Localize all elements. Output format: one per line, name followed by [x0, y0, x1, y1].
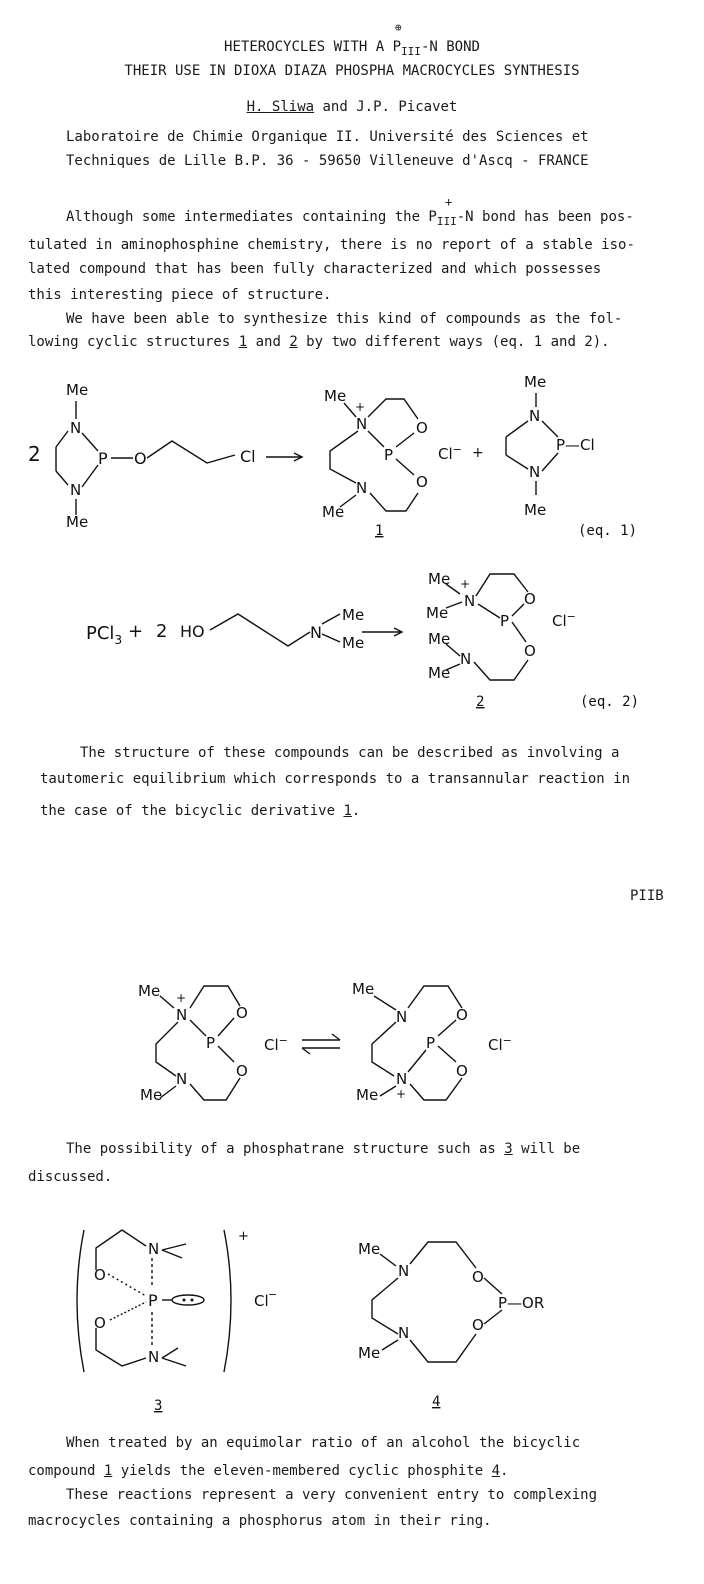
- coefficient-2b: 2: [156, 621, 168, 642]
- p1-line2: tulated in aminophosphine chemistry, there is no report of a stable iso-: [28, 237, 635, 253]
- p1-line4: this interesting piece of structure.: [28, 287, 332, 303]
- n-top-label: N: [70, 419, 82, 437]
- chloride-anion-text-2: Cl: [552, 612, 567, 630]
- title-charge-symbol: ⊕: [395, 21, 402, 34]
- p5-line1: When treated by an equimolar ratio of an alcohol the bicyclic: [66, 1435, 581, 1451]
- me-label: Me: [324, 387, 347, 405]
- chloride-right: [488, 1034, 512, 1054]
- o-right-upper: O: [456, 1006, 468, 1024]
- o-left-upper: O: [236, 1004, 248, 1022]
- p1-line3: lated compound that has been fully characterized and which possesses: [28, 261, 602, 277]
- me-a-label: Me: [428, 570, 451, 588]
- me-right-bottom: Me: [356, 1086, 379, 1104]
- title-line1-prefix: HETEROCYCLES WITH A P: [224, 39, 402, 55]
- n-right-upper: N: [396, 1008, 408, 1026]
- compound-ref-1: 1: [238, 334, 248, 350]
- me-c-label: Me: [428, 630, 451, 648]
- p5-line2: [28, 1462, 508, 1480]
- me-upper-label: Me: [342, 606, 365, 624]
- p6-line1: These reactions represent a very convenient entry to complexing: [66, 1487, 598, 1503]
- chloride-anion-text: Cl: [438, 445, 453, 463]
- n-top-3: N: [148, 1240, 160, 1258]
- chloride-right-minus: −: [502, 1034, 512, 1047]
- p5-line2-c: .: [500, 1463, 509, 1479]
- n-bottom-3: N: [148, 1348, 160, 1366]
- p-label-2: P: [500, 612, 510, 630]
- n-left-lower: N: [176, 1070, 188, 1088]
- o-lower-label: O: [416, 473, 428, 491]
- n-bottom-label: N: [70, 481, 82, 499]
- phosphorus-label: P: [98, 449, 108, 468]
- n-bottom-label-2: N: [529, 463, 541, 481]
- o-lower-4: O: [472, 1316, 484, 1334]
- compound-ref-1c: 1: [103, 1463, 113, 1479]
- pcl3-subscript: 3: [114, 633, 123, 647]
- o-upper-label: O: [416, 419, 428, 437]
- p2-line2: [28, 333, 610, 351]
- compound-ref-2: 2: [289, 334, 298, 350]
- compound-2-label: 2: [476, 694, 485, 710]
- tautomeric-equilibrium-scheme: [0, 968, 704, 1118]
- me-right-top: Me: [352, 980, 375, 998]
- n-lower-label: N: [356, 479, 368, 497]
- plus-right: +: [396, 1087, 407, 1101]
- p1-line1-subscript: III: [436, 214, 457, 228]
- plus-sign: +: [472, 445, 484, 461]
- o-lower-3: O: [94, 1314, 106, 1332]
- equation-2-scheme: [0, 560, 704, 720]
- me-b-label: Me: [426, 604, 449, 622]
- p3-line3-b: .: [351, 803, 361, 819]
- paper-title-line1: [0, 38, 704, 61]
- p-or-4: P—OR: [498, 1294, 545, 1312]
- o-lower-label-2: O: [524, 642, 536, 660]
- compound-4-label: 4: [432, 1394, 441, 1410]
- compound-ref-3: 3: [504, 1141, 513, 1157]
- me-left-top: Me: [138, 982, 161, 1000]
- me-d-label: Me: [428, 664, 451, 682]
- p-3: P: [148, 1291, 158, 1310]
- compound-ref-4: 4: [491, 1463, 501, 1479]
- p1-line1-prefix: Although some intermediates containing the P: [66, 209, 437, 225]
- p5-line2-a: compound: [28, 1463, 104, 1479]
- p2-line1: We have been able to synthesize this kind of compounds as the fol-: [66, 311, 623, 327]
- me-top-label-2: Me: [524, 373, 547, 391]
- compound-3-label: 3: [154, 1398, 163, 1414]
- plus-sign-2: +: [128, 621, 144, 642]
- p3-line2: tautomeric equilibrium which corresponds to a transannular reaction in: [40, 771, 631, 787]
- pcl3-label: [86, 623, 122, 647]
- paper-title-line2: THEIR USE IN DIOXA DIAZA PHOSPHA MACROCYCLES SYNTHESIS: [124, 63, 580, 79]
- p1-charge-symbol: +: [445, 195, 453, 209]
- equation-2-label: (eq. 2): [580, 694, 640, 710]
- title-line1-suffix: -N BOND: [420, 39, 480, 55]
- p2-line2-a: lowing cyclic structures: [28, 334, 239, 350]
- p4-line2: discussed.: [28, 1169, 113, 1185]
- me-bottom-4: Me: [358, 1344, 381, 1362]
- p5-line2-b: yields the eleven-membered cyclic phosphite: [112, 1463, 492, 1479]
- o-left-lower: O: [236, 1062, 248, 1080]
- chloride-anion-2: [552, 610, 576, 630]
- n-label: N: [310, 623, 322, 642]
- o-upper-3: O: [94, 1266, 106, 1284]
- equation-1-label: (eq. 1): [578, 523, 638, 539]
- p1-line1: [66, 208, 634, 231]
- p3-line3-a: the case of the bicyclic derivative: [40, 803, 344, 819]
- o-upper-label-2: O: [524, 590, 536, 608]
- plus-label-2: +: [460, 577, 471, 591]
- chloride-anion-label: [438, 443, 462, 463]
- me-lower-label: Me: [322, 503, 345, 521]
- chloride-left: [264, 1034, 288, 1054]
- authors: [0, 98, 704, 116]
- p-left: P: [206, 1034, 216, 1052]
- me-top-label: Me: [66, 381, 89, 399]
- affiliation-line2: Techniques de Lille B.P. 36 - 59650 Villeneuve d'Ascq - FRANCE: [66, 153, 589, 169]
- n-plus-label-2: N: [464, 592, 476, 610]
- chloride-left-text: Cl: [264, 1036, 279, 1054]
- n-bottom-4: N: [398, 1324, 410, 1342]
- equation-1-scheme: [0, 365, 704, 545]
- plus-superscript: +: [238, 1229, 249, 1244]
- me-bottom-label: Me: [66, 513, 89, 531]
- p4-line1-b: will be: [512, 1141, 581, 1157]
- me-left-bottom: Me: [140, 1086, 163, 1104]
- plus-left: +: [176, 991, 187, 1005]
- affiliation-line1: Laboratoire de Chimie Organique II. Université des Sciences et: [66, 129, 589, 145]
- page-label: PIIB: [630, 888, 664, 904]
- chloride-3: Cl: [254, 1292, 269, 1310]
- compound-1-label: 1: [375, 523, 384, 539]
- coefficient-2: 2: [28, 442, 41, 466]
- chloride-3-minus: −: [268, 1288, 278, 1301]
- p3-line3: [40, 802, 360, 820]
- p-cl-label: P—Cl: [556, 436, 595, 454]
- me-top-4: Me: [358, 1240, 381, 1258]
- n-label-2: N: [460, 650, 472, 668]
- chloride-left-minus: −: [278, 1034, 288, 1047]
- plus-label: +: [355, 400, 366, 414]
- compounds-3-4-scheme: [0, 1220, 704, 1420]
- p6-line2: macrocycles containing a phosphorus atom in their ring.: [28, 1513, 492, 1529]
- p-label: P: [384, 446, 394, 464]
- n-plus-left: N: [176, 1006, 188, 1024]
- p4-line1-a: The possibility of a phosphatrane structure such as: [66, 1141, 505, 1157]
- p4-line1: [66, 1140, 580, 1158]
- p2-line2-b: and: [247, 334, 290, 350]
- chloride-minus: −: [452, 443, 462, 456]
- o-upper-4: O: [472, 1268, 484, 1286]
- n-top-label-2: N: [529, 407, 541, 425]
- p-right: P: [426, 1034, 436, 1052]
- me-lower-label-2: Me: [342, 634, 365, 652]
- chlorine-label: Cl: [240, 447, 256, 466]
- n-plus-label: N: [356, 415, 368, 433]
- n-top-4: N: [398, 1262, 410, 1280]
- me-bottom-label-2: Me: [524, 501, 547, 519]
- p2-line2-c: by two different ways (eq. 1 and 2).: [297, 334, 610, 350]
- pcl3-text: PCl: [86, 623, 115, 644]
- chloride-minus-2: −: [566, 610, 576, 623]
- chloride-right-text: Cl: [488, 1036, 503, 1054]
- other-authors: and J.P. Picavet: [314, 99, 458, 115]
- first-author: H. Sliwa: [246, 99, 315, 115]
- title-line1-subscript: III: [401, 44, 421, 58]
- o-right-lower: O: [456, 1062, 468, 1080]
- p3-line1: The structure of these compounds can be described as involving a: [80, 745, 620, 761]
- oxygen-label: O: [134, 449, 147, 468]
- n-plus-right: N: [396, 1070, 408, 1088]
- compound-ref-1b: 1: [343, 803, 352, 819]
- ho-label: HO: [180, 622, 205, 641]
- p1-line1-suffix: -N bond has been pos-: [456, 209, 634, 225]
